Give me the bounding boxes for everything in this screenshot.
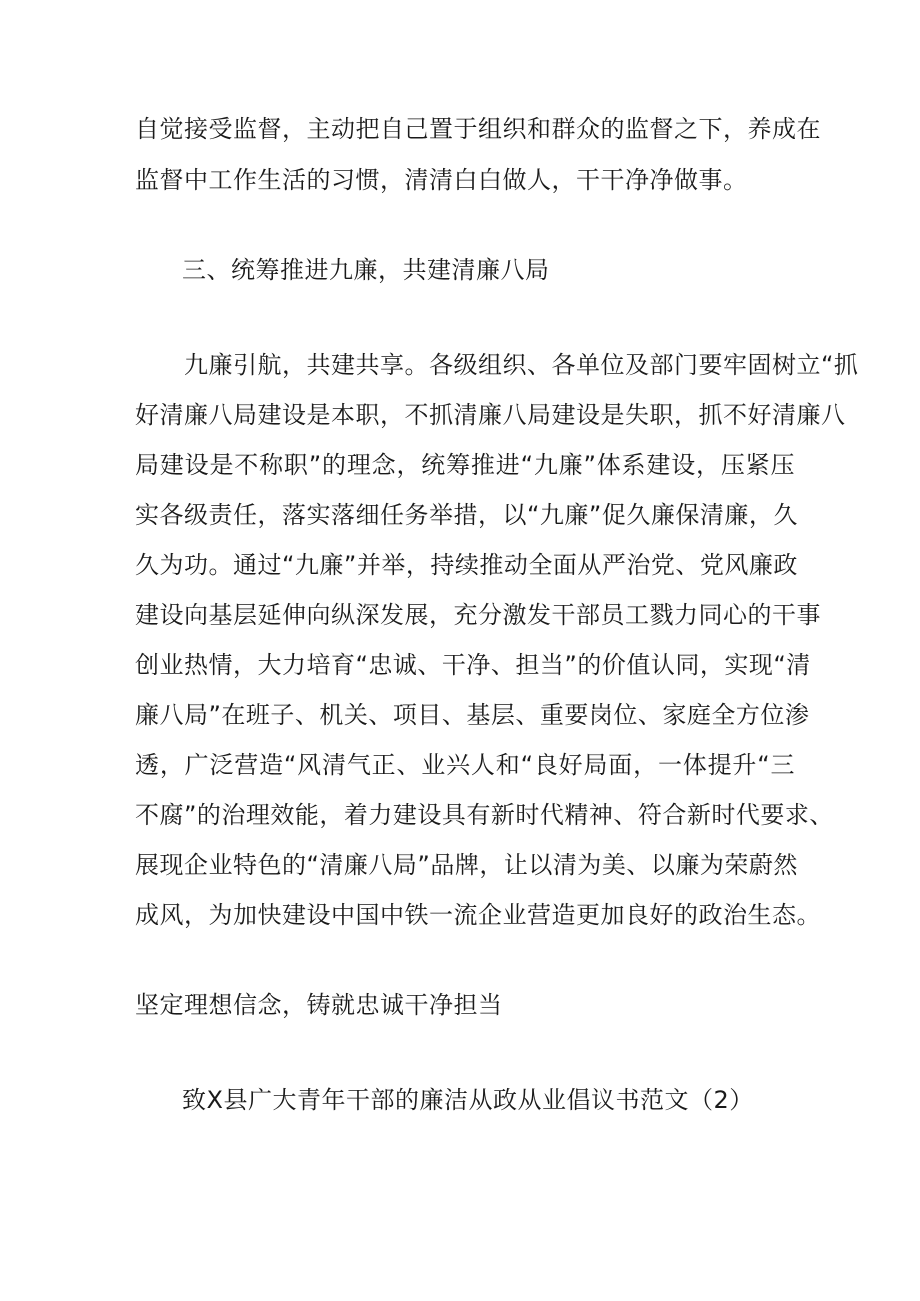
para2-line-2: 好清廉八局建设是本职，不抓清廉八局建设是失职，抓不好清廉八 <box>135 401 846 429</box>
para2-line-9: 透，广泛营造“风清气正、业兴人和“良好局面，一体提升“三 <box>135 751 795 779</box>
para1-line-2: 监督中工作生活的习惯，清清白白做人，干干净净做事。 <box>135 166 748 194</box>
para2-line-5: 久为功。通过“九廉”并举，持续推动全面从严治党、党风廉政 <box>135 551 798 579</box>
para2-line-7: 创业热情，大力培育“忠诚、干净、担当”的价值认同，实现“清 <box>135 651 811 679</box>
para2-line-8: 廉八局”在班子、机关、项目、基层、重要岗位、家庭全方位渗 <box>135 701 810 729</box>
section-heading: 三、统筹推进九廉，共建清廉八局 <box>182 256 550 284</box>
para2-line-11: 展现企业特色的“清廉八局”品牌，让以清为美、以廉为荣蔚然 <box>135 851 798 879</box>
para2-line-6: 建设向基层延伸向纵深发展，充分激发干部员工戮力同心的干事 <box>135 601 821 629</box>
para2-line-10: 不腐”的治理效能，着力建设具有新时代精神、符合新时代要求、 <box>135 801 834 829</box>
para2-line-4: 实各级责任，落实落细任务举措，以“九廉”促久廉保清廉，久 <box>135 501 798 529</box>
para2-line-3: 局建设是不称职”的理念，统筹推进“九廉”体系建设，压紧压 <box>135 451 795 479</box>
para2-line-1: 九廉引航，共建共享。各级组织、各单位及部门要牢固树立“抓 <box>184 351 859 379</box>
next-document-title: 致X县广大青年干部的廉洁从政从业倡议书范文（2） <box>182 1086 754 1114</box>
subtitle: 坚定理想信念，铸就忠诚干净担当 <box>135 991 503 1019</box>
para2-line-12: 成风，为加快建设中国中铁一流企业营造更加良好的政治生态。 <box>135 901 821 929</box>
para1-line-1: 自觉接受监督，主动把自己置于组织和群众的监督之下，养成在 <box>135 115 821 143</box>
